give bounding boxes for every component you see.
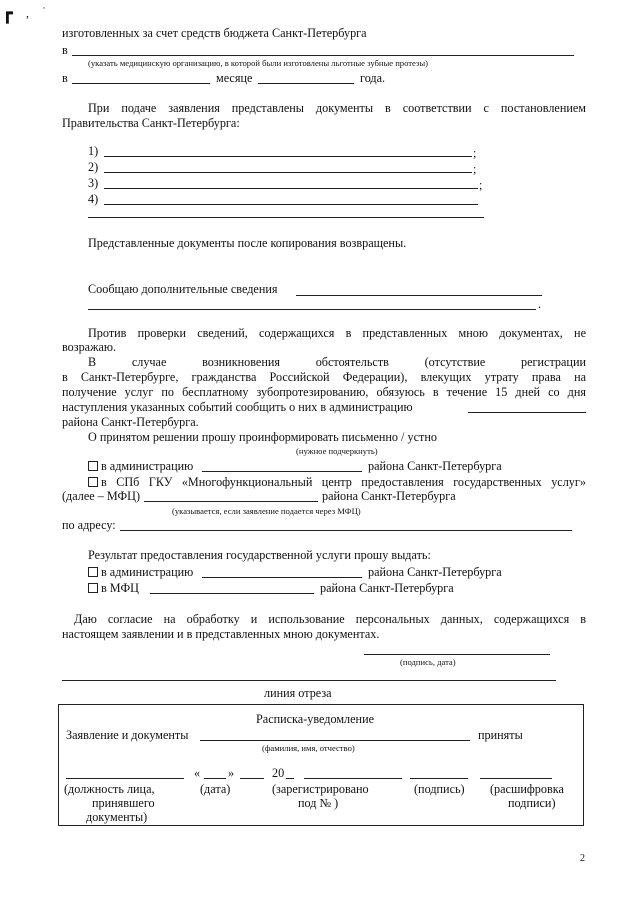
receipt-year-prefix: 20 — [272, 766, 285, 780]
receipt-col1-line1: (должность лица, — [64, 782, 155, 796]
result-mfc-district-line[interactable] — [150, 593, 314, 594]
receipt-col1-line3: документы) — [86, 810, 148, 824]
document-item-number: 1) — [88, 144, 99, 158]
document-item-line[interactable] — [104, 188, 478, 189]
receipt-month-line[interactable] — [240, 778, 264, 779]
notify-mfc-checkbox[interactable] — [88, 477, 98, 487]
month-v-prefix: в — [62, 71, 68, 85]
signature-date-hint: (подпись, дата) — [400, 657, 456, 667]
additional-info-line1[interactable] — [296, 295, 542, 296]
receipt-col2: (дата) — [200, 782, 231, 796]
receipt-year-line[interactable] — [286, 778, 294, 779]
documents-intro-line2: Правительства Санкт-Петербурга: — [62, 116, 240, 130]
additional-info-line2[interactable] — [88, 309, 536, 310]
notify-mfc-prefix: (далее – МФЦ) — [62, 489, 141, 503]
receipt-signature-line[interactable] — [410, 778, 468, 779]
notify-hint: (нужное подчеркнуть) — [296, 446, 378, 456]
notify-mfc-hint: (указывается, если заявление подается через МФЦ) — [172, 506, 361, 516]
scan-corner-mark: ┏ — [2, 3, 13, 23]
address-label: по адресу: — [62, 518, 116, 532]
circumstances-line1: В случае возникновения обстоятельств (отсутствие регистрации — [88, 355, 586, 369]
circumstances-line3: получение услуг по бесплатному зубопротезированию, обязуюсь в течение 15 дней со дня — [62, 385, 586, 399]
result-mfc-checkbox[interactable] — [88, 583, 98, 593]
receipt-col3-line2: под № ) — [298, 796, 339, 810]
result-admin-district-line[interactable] — [202, 577, 362, 578]
pd-consent-line2: настоящем заявлении и в представленных мною документах. — [62, 627, 380, 641]
document-item-line[interactable] — [104, 172, 472, 173]
header-line1: изготовленных за счет средств бюджета Санкт-Петербурга — [62, 26, 367, 40]
signature-date-line[interactable] — [364, 654, 550, 655]
result-admin-label: в администрацию — [101, 565, 194, 579]
receipt-reg-number-line[interactable] — [304, 778, 402, 779]
medical-org-line[interactable] — [72, 55, 574, 56]
notify-option-administration[interactable] — [88, 459, 193, 473]
receipt-fio-line[interactable] — [200, 740, 470, 741]
result-admin-checkbox[interactable] — [88, 567, 98, 577]
cut-line-label: линия отреза — [264, 686, 332, 700]
additional-info-dot: . — [538, 297, 542, 311]
pd-consent-line1: Даю согласие на обработку и использование персональных данных, содержащихся в — [74, 612, 586, 626]
receipt-col4: (подпись) — [414, 782, 465, 796]
notify-mfc-suffix: района Санкт-Петербурга — [322, 489, 456, 503]
header-v-prefix: в — [62, 43, 68, 57]
receipt-quote-close: » — [228, 766, 235, 780]
circumstances-line4: наступления указанных событий сообщить о них в администрацию — [62, 400, 413, 414]
receipt-col5-line2: подписи) — [508, 796, 556, 810]
notify-admin-label: в администрацию — [101, 459, 194, 473]
document-item-number: 4) — [88, 192, 99, 206]
scan-tick-mark: ˙ — [42, 4, 46, 18]
result-mfc-suffix: района Санкт-Петербурга — [320, 581, 454, 595]
receipt-col5-line1: (расшифровка — [490, 782, 564, 796]
year-word: года. — [360, 71, 386, 85]
receipt-decoding-line[interactable] — [480, 778, 552, 779]
result-line1: Результат предоставления государственной услуги прошу выдать: — [88, 548, 431, 562]
notify-admin-suffix: района Санкт-Петербурга — [368, 459, 502, 473]
month-word: месяце — [216, 71, 253, 85]
result-option-mfc[interactable] — [88, 581, 139, 595]
page-number: 2 — [580, 853, 585, 864]
cut-line — [62, 680, 556, 681]
receipt-col3-line1: (зарегистрировано — [272, 782, 369, 796]
document-item-semicolon: ; — [473, 162, 477, 176]
result-mfc-label: в МФЦ — [101, 581, 139, 595]
medical-org-hint: (указать медицинскую организацию, в которой были изготовлены льготные зубные протезы) — [88, 58, 428, 68]
additional-info-label: Сообщаю дополнительные сведения — [88, 282, 278, 296]
receipt-left-label: Заявление и документы — [66, 728, 189, 742]
notify-line1: О принятом решении прошу проинформировать письменно / устно — [88, 430, 437, 444]
receipt-title: Расписка-уведомление — [256, 712, 375, 726]
address-line[interactable] — [120, 530, 572, 531]
circumstances-line2: в Санкт-Петербурге, гражданства Российской Федерации), влекущих утрату права на — [62, 370, 586, 384]
documents-intro-line1: При подаче заявления представлены документы в соответствии с постановлением — [88, 101, 586, 115]
result-option-administration[interactable] — [88, 565, 193, 579]
administration-district-line[interactable] — [468, 412, 586, 413]
document-item-line[interactable] — [104, 156, 472, 157]
result-admin-suffix: района Санкт-Петербурга — [368, 565, 502, 579]
receipt-fio-hint: (фамилия, имя, отчество) — [262, 743, 355, 753]
notify-mfc-label: в СПб ГКУ «Многофункциональный центр предоставления государственных услуг» — [101, 475, 586, 489]
notify-mfc-district-line[interactable] — [144, 501, 318, 502]
scan-dot-mark: , — [26, 6, 29, 20]
circumstances-line5: района Санкт-Петербурга. — [62, 415, 199, 429]
verification-line2: возражаю. — [62, 340, 117, 354]
document-item-number: 2) — [88, 160, 99, 174]
notify-option-mfc[interactable] — [88, 475, 586, 489]
document-extra-line[interactable] — [88, 217, 484, 218]
receipt-right-label: приняты — [478, 728, 523, 742]
document-item-line[interactable] — [104, 204, 478, 205]
documents-returned: Представленные документы после копирования возвращены. — [88, 236, 407, 250]
notify-admin-checkbox[interactable] — [88, 461, 98, 471]
month-blank-line[interactable] — [72, 83, 210, 84]
verification-line1: Против проверки сведений, содержащихся в представленных мною документах, не — [88, 326, 586, 340]
year-blank-line[interactable] — [258, 83, 354, 84]
receipt-position-line[interactable] — [66, 778, 184, 779]
receipt-day-line[interactable] — [204, 778, 226, 779]
notify-admin-district-line[interactable] — [202, 471, 362, 472]
receipt-col1-line2: принявшего — [92, 796, 155, 810]
document-item-number: 3) — [88, 176, 99, 190]
document-item-semicolon: ; — [473, 146, 477, 160]
document-item-semicolon: ; — [479, 178, 483, 192]
receipt-quote-open: « — [194, 766, 201, 780]
